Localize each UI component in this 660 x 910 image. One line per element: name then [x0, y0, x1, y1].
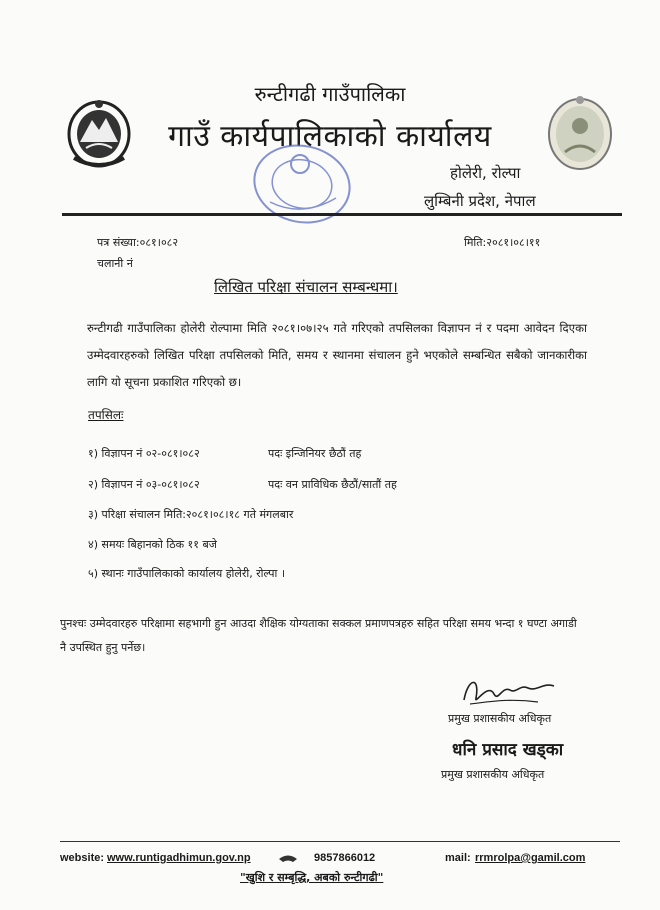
- detail-item-1: १) विज्ञापन नं ०२-०८१।०८२: [88, 447, 200, 460]
- footer-divider: [60, 841, 620, 842]
- subject-line: लिखित परिक्षा संचालन सम्बन्धमा।: [214, 278, 398, 296]
- office-title: गाउँ कार्यपालिकाको कार्यालय: [168, 119, 492, 154]
- notice-body: रुन्टीगढी गाउँपालिका होलेरी रोल्पामा मिति २०८१।०७।२५ गते गरिएको तपसिलका विज्ञापन नं र पदमा आवेदन दिएका उम्मेदवारहरुको लिखित परिक्षा तपसिलको मिति, समय र स्थानमा संचालन हुने भएकोले सम्बन्धित सबैको जानकारीका लागि यो सूचना प्रकाशित गरिएको छ।: [87, 321, 587, 389]
- address-line-1: होलेरी, रोल्पा: [450, 164, 521, 182]
- handwritten-signature: [458, 672, 558, 712]
- footer-mail-link[interactable]: rrmrolpa@gamil.com: [475, 852, 586, 864]
- municipality-name: रुन्टीगढी गाउँपालिका: [254, 82, 406, 106]
- phone-icon: [278, 849, 298, 859]
- letter-number: पत्र संख्या:०८१।०८२: [97, 236, 179, 249]
- footer-website-label: website:: [60, 852, 105, 864]
- signatory-title: प्रमुख प्रशासकीय अधिकृत: [441, 768, 545, 781]
- footer-phone: 9857866012: [314, 852, 376, 864]
- office-stamp: [240, 142, 370, 234]
- letter-date: मिति:२०८१।०८।११: [464, 236, 541, 249]
- footer-slogan: "खुशि र सम्बृद्धि, अबको रुन्टीगढी": [240, 871, 384, 884]
- detail-item-1-post: पदः इन्जिनियर छैठौं तह: [268, 447, 362, 460]
- signatory-name: धनि प्रसाद खड्का: [452, 740, 564, 760]
- dispatch-number: चलानी नं: [97, 257, 133, 270]
- footer-mail-label: mail:: [445, 852, 471, 864]
- details-heading: तपसिलः: [88, 408, 124, 422]
- detail-item-5: ५) स्थानः गाउँपालिकाको कार्यालय होलेरी, रोल्पा ।: [88, 567, 286, 580]
- postscript-note: पुनश्चः उम्मेदवारहरु परिक्षामा सहभागी हुन आउदा शैक्षिक योग्यताका सक्कल प्रमाणपत्रहरु सहित परिक्षा समय भन्दा १ घण्टा अगाडी नै उपस्थित हुनु पर्नेछ।: [60, 617, 577, 654]
- signed-title: प्रमुख प्रशासकीय अधिकृत: [448, 712, 552, 725]
- header-divider: [62, 213, 622, 216]
- detail-item-2-post: पदः वन प्राविधिक छैठौं/सातौं तह: [268, 478, 397, 491]
- detail-item-4: ४) समयः बिहानको ठिक ११ बजे: [88, 538, 217, 551]
- address-line-2: लुम्बिनी प्रदेश, नेपाल: [424, 192, 536, 210]
- detail-item-3: ३) परिक्षा संचालन मिति:२०८१।०८।१८ गते मंगलबार: [88, 508, 294, 521]
- detail-item-2: २) विज्ञापन नं ०३-०८१।०८२: [88, 478, 200, 491]
- footer-website-link[interactable]: www.runtigadhimun.gov.np: [107, 852, 251, 864]
